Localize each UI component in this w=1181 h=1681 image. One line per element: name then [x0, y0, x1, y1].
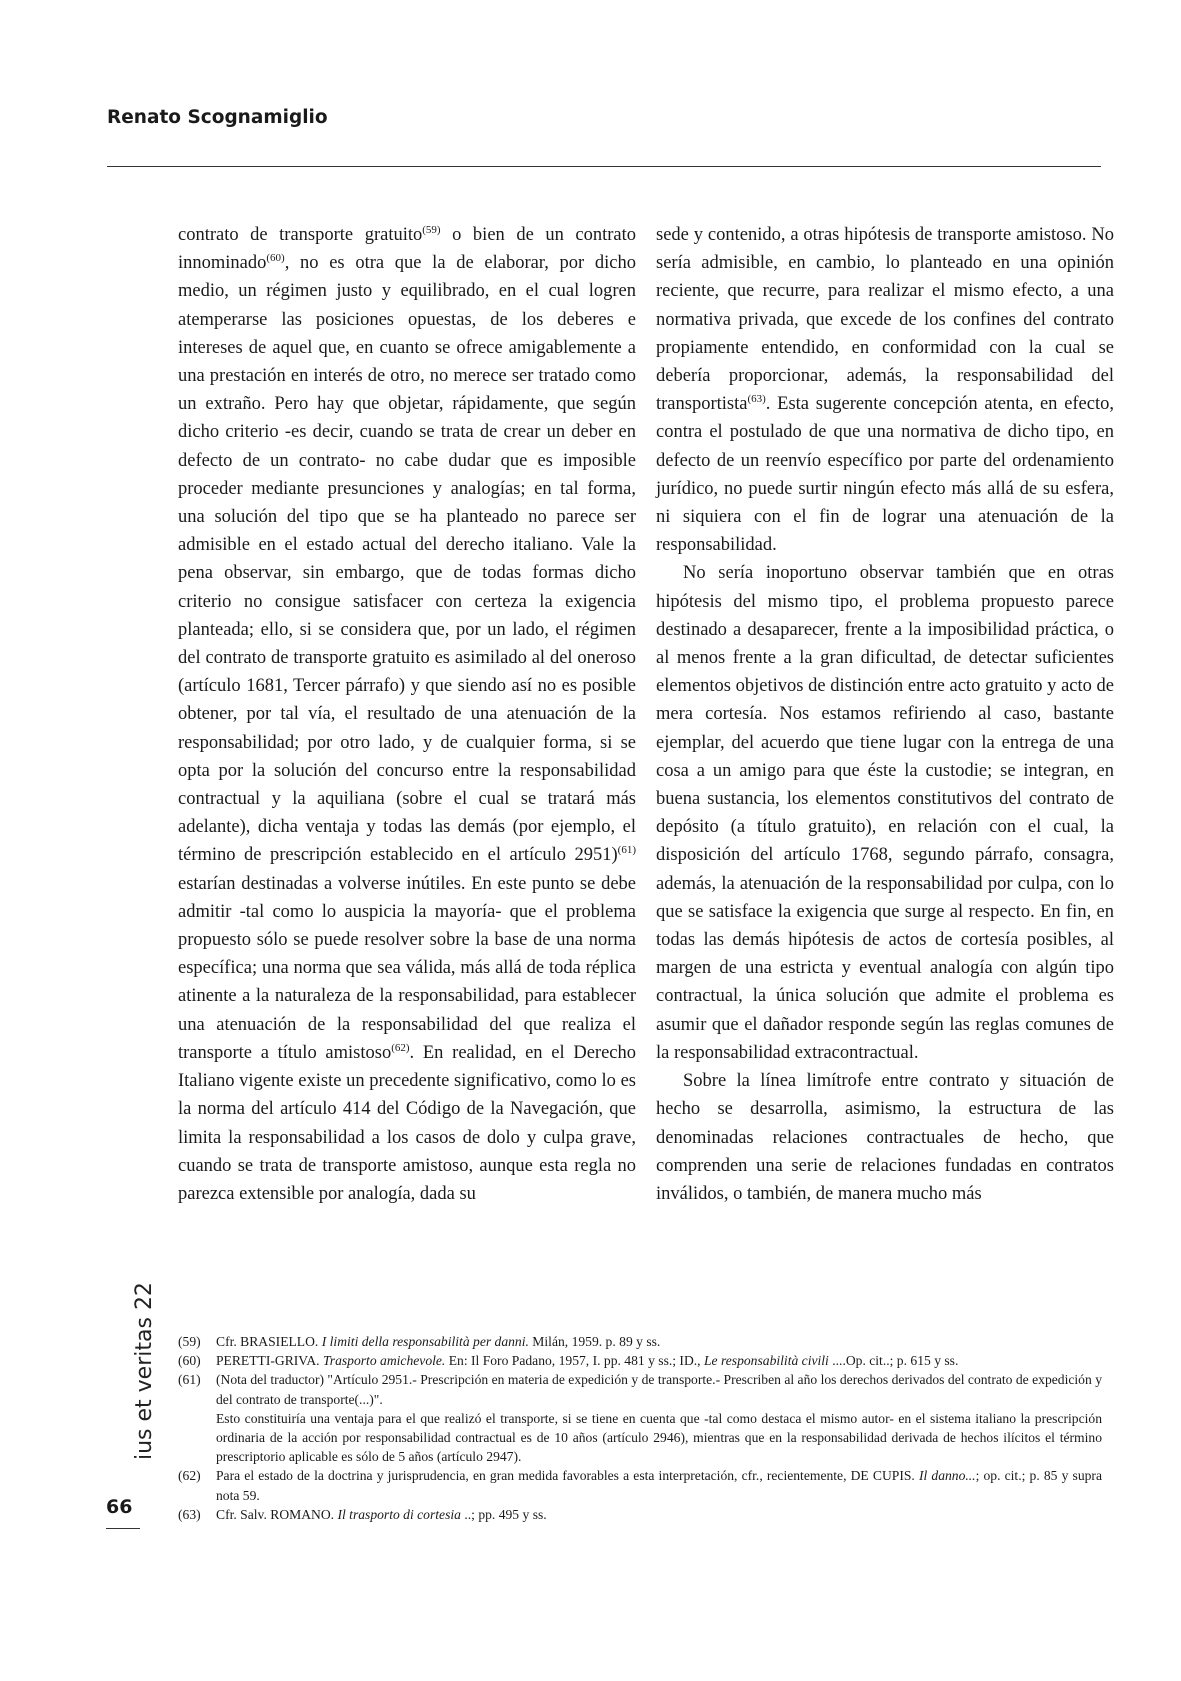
footnote-reference[interactable]: (60) — [266, 252, 285, 265]
footnote-text-run: PERETTI-GRIVA. — [216, 1353, 323, 1369]
body-paragraph — [178, 221, 636, 1208]
left-column — [178, 221, 636, 1208]
text-run: o bien de un contrato innominado — [178, 225, 636, 274]
footnote-text-run: Cfr. BRASIELLO. — [216, 1334, 322, 1349]
text-run: No sería inoportuno observar también que en otras hipótesis del mismo tipo, el problema propuesto parece destinado a desaparecer, frente a la imposibilidad práctica, o al menos frente a la gran dificultad, de detectar suficientes elementos objetivos de distinción entre acto gratuito y acto de mera cortesía. Nos estamos refiriendo al caso, bastante ejemplar, del acuerdo que tiene lugar con la entrega de una cosa a un amigo para que éste la custodie; se integran, en buena sustancia, los elementos constitutivos del contrato de depósito (a título gratuito), en relación con el cual, la disposición del artículo 1768, segundo párrafo, consagra, además, la atenuación de la responsabilidad por culpa, con lo que se satisface la exigencia que surge al respecto. En fin, en todas las demás hipótesis de actos de cortesía posibles, al margen de una estricta y eventual analogía con algún tipo contractual, la única solución que admite el problema es asumir que el dañador responde según las reglas comunes de la responsabilidad extracontractual. — [656, 563, 1114, 1063]
text-run: . Esta sugerente concepción atenta, en efecto, contra el postulado de que una normativa de dicho tipo, en defecto de un reenvío específico por parte del ordenamiento jurídico, no puede surtir ningún efecto más allá de su esfera, ni siquiera con el fin de lograr una atenuación de la responsabilidad. — [656, 394, 1114, 556]
footnote — [178, 1332, 1102, 1351]
footnote-text-run: Para el estado de la doctrina y jurisprudencia, en gran medida favorables a esta interpretación, cfr., recientemente, DE CUPIS. — [216, 1468, 919, 1484]
footnote-number: (61) — [178, 1372, 201, 1388]
footnote-continuation: Esto constituiría una ventaja para el que realizó el transporte, si se tiene en cuenta que -tal como destaca el mismo autor- en el sistema italiano la prescripción ordinaria de la acción por responsabilidad contractual es de 10 años (artículo 2946), mientras que en la responsabilidad derivada de hechos ilícitos el término prescriptorio aplicable es sólo de 5 años (artículo 2947). — [216, 1410, 1102, 1465]
header-divider — [107, 166, 1101, 167]
body-paragraph — [656, 1067, 1114, 1208]
footnote-reference[interactable]: (61) — [617, 844, 636, 857]
text-run: sede y contenido, a otras hipótesis de transporte amistoso. No sería admisible, en cambio, lo planteado en una opinión reciente, que recurre, para realizar el mismo efecto, a una normativa privada, que excede de los confines del contrato propiamente entendido, en conformidad con la cual se debería proporcionar, además, la responsabilidad del transportista — [656, 225, 1114, 415]
text-run: contrato de transporte gratuito — [178, 225, 423, 245]
footnote-title: Le responsabilità civili — [703, 1353, 829, 1369]
body-paragraph — [656, 221, 1114, 559]
footnote-number: (62) — [178, 1468, 201, 1484]
footnote-title: I limiti della responsabilità per danni. — [321, 1334, 529, 1349]
footnote-number: (63) — [178, 1506, 201, 1522]
footnote-text-run: ..; pp. 495 y ss. — [460, 1506, 547, 1522]
footnote-text — [216, 1370, 1102, 1408]
footnote-text-run: Cfr. Salv. ROMANO. — [216, 1506, 338, 1522]
text-run: estarían destinadas a volverse inútiles. En este punto se debe admitir -tal como lo auspicia la mayoría- que el problema propuesto sólo se puede resolver sobre la base de una norma específica; una norma que sea válida, más allá de toda réplica atinente a la naturaleza de la responsabilidad, para establecer una atenuación de la responsabilidad del que realiza el transporte a título amistoso — [178, 873, 636, 1063]
footnote-number: (60) — [178, 1353, 201, 1369]
footnote-text-run: ....Op. cit..; p. 615 y ss. — [828, 1353, 959, 1369]
body-paragraph — [656, 559, 1114, 1067]
footnote-title: Il trasporto di cortesia — [337, 1506, 461, 1522]
footnote-title: Il danno... — [918, 1468, 976, 1484]
footnote-reference[interactable]: (59) — [422, 223, 441, 236]
footnote-title: Trasporto amichevole. — [322, 1353, 446, 1369]
footnote-text-run: Milán, 1959. p. 89 y ss. — [528, 1334, 661, 1349]
running-header-author: Renato Scognamiglio — [107, 107, 328, 128]
footnote-number: (59) — [178, 1334, 201, 1349]
footnote-text-run: ; op. cit.; p. 85 y supra nota 59. — [216, 1468, 1102, 1503]
page-number-underline — [106, 1528, 140, 1529]
text-run: . En realidad, en el Derecho Italiano vigente existe un precedente significativo, como lo es la norma del artículo 414 del Código de la Navegación, que limita la responsabilidad a los casos de dolo y culpa grave, cuando se trata de transporte amistoso, aunque esta regla no parezca extensible por analogía, dada su — [178, 1042, 636, 1204]
page-number: 66 — [106, 1496, 133, 1518]
footnotes — [178, 1332, 1102, 1524]
footnote-text — [216, 1505, 1102, 1524]
footnote-text-run: (Nota del traductor) "Artículo 2951.- Prescripción en materia de expedición y de transporte.- Prescriben al año los derechos derivados del contrato de expedición y del contrato de transporte(...)". — [216, 1372, 1102, 1407]
footnote-text — [216, 1466, 1102, 1504]
footnote-text-run: En: Il Foro Padano, 1957, I. pp. 481 y ss.; ID., — [445, 1353, 704, 1369]
footnote-reference[interactable]: (62) — [391, 1041, 410, 1054]
text-run: , no es otra que la de elaborar, por dicho medio, un régimen justo y equilibrado, en el cual logren atemperarse las posiciones opuestas, de los deberes e intereses de aquel que, en cuanto se ofrece amigablemente a una prestación en interés de otro, no merece ser tratado como un extraño. Pero hay que objetar, rápidamente, que según dicho criterio -es decir, cuando se trata de crear un deber en defecto de un contrato- no cabe dudar que es imposible proceder mediante presunciones y analogías; en tal forma, una solución del tipo que se ha planteado no parece ser admisible en el estado actual del derecho italiano. Vale la pena observar, sin embargo, que de todas formas dicho criterio no consigue satisfacer con certeza la exigencia planteada; ello, si se considera que, por un lado, el régimen del contrato de transporte gratuito es asimilado al del oneroso (artículo 1681, Tercer párrafo) y que siendo así no es posible obtener, por tal vía, el resultado de una atenuación de la responsabilidad; por otro lado, y de cualquier forma, si se opta por la solución del concurso entre la responsabilidad contractual y la aquiliana (sobre el cual se tratará más adelante), dicha ventaja y todas las demás (por ejemplo, el término de prescripción establecido en el artículo 2951) — [178, 253, 636, 866]
footnote — [178, 1466, 1102, 1504]
right-column — [656, 221, 1114, 1208]
footnote — [178, 1351, 1102, 1370]
text-run: Sobre la línea limítrofe entre contrato y situación de hecho se desarrolla, asimismo, la estructura de las denominadas relaciones contractuales de hecho, que comprenden una serie de relaciones fundadas en contratos inválidos, o también, de manera mucho más — [656, 1071, 1114, 1204]
footnote — [178, 1505, 1102, 1524]
footnote — [178, 1370, 1102, 1408]
footnote-reference[interactable]: (63) — [747, 393, 766, 406]
footnote-text — [216, 1351, 1102, 1370]
journal-name-vertical: ius et veritas 22 — [132, 1282, 157, 1460]
footnote-text — [216, 1332, 1102, 1351]
